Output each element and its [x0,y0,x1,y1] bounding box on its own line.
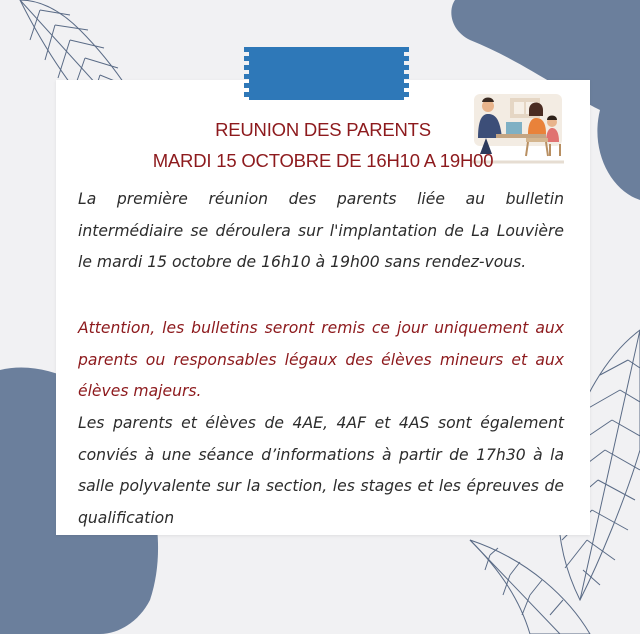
tape-decoration [249,47,404,100]
notice-paragraph-3: Les parents et élèves de 4AE, 4AF et 4AS sont également conviés à une séance d’informations à partir de 17h30 à la salle polyvalente sur la section, les stages et les épreuves de qualification [78,414,564,527]
leaf-bottom [470,540,590,634]
notice-paragraph-1: La première réunion des parents liée au bulletin intermédiaire se déroulera sur l'implantation de La Louvière le mardi 15 octobre de 16h10 à 19h00 sans rendez-vous. [78,190,564,271]
notice-title-line2: MARDI 15 OCTOBRE DE 16H10 A 19H00 [152,150,494,171]
notice-title-line1: REUNION DES PARENTS [215,119,431,140]
notice-paragraph-attention: Attention, les bulletins seront remis ce jour uniquement aux parents ou responsables légaux des élèves mineurs et aux élèves majeurs. [78,319,564,400]
